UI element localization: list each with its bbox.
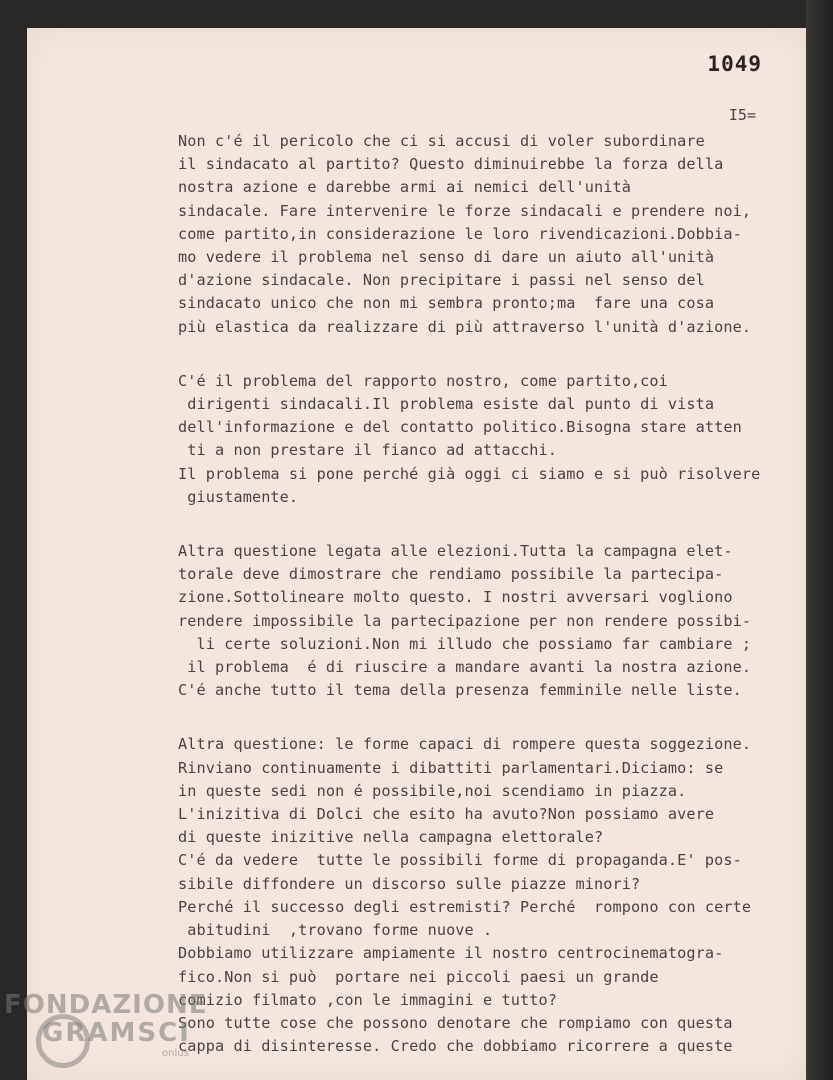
paragraph-2 bbox=[178, 370, 798, 509]
text-line: cappa di disinteresse. Credo che dobbiamo ricorrere a queste bbox=[178, 1037, 733, 1056]
text-line: torale deve dimostrare che rendiamo possibile la partecipa- bbox=[178, 565, 724, 584]
text-line: Non c'é il pericolo che ci si accusi di voler subordinare bbox=[178, 132, 705, 150]
text-line: nostra azione e darebbe armi ai nemici dell'unità bbox=[178, 178, 631, 197]
text-line: Altra questione: le forme capaci di rompere questa soggezione. bbox=[178, 735, 752, 754]
text-line: C'é da vedere tutte le possibili forme di propaganda.E' pos- bbox=[178, 851, 742, 870]
text-line: il problema é di riuscire a mandare avanti la nostra azione. bbox=[178, 658, 752, 677]
page-number: 1049 bbox=[707, 52, 762, 76]
text-line: rendere impossibile la partecipazione per non rendere possibi- bbox=[178, 611, 752, 630]
text-line: Perché il successo degli estremisti? Perché rompono con certe bbox=[178, 897, 752, 916]
text-line: di queste inizitive nella campagna elettorale? bbox=[178, 828, 604, 847]
text-line: il sindacato al partito? Questo diminuirebbe la forza della bbox=[178, 155, 724, 174]
text-line: zione.Sottolineare molto questo. I nostri avversari vogliono bbox=[178, 588, 733, 607]
watermark-line1: FONDAZIONE bbox=[4, 990, 208, 1020]
text-line: d'azione sindacale. Non precipitare i passi nel senso del bbox=[178, 271, 705, 290]
text-line: Il problema si pone perché già oggi ci siamo e si può risolvere bbox=[178, 464, 761, 483]
watermark-line2: GRAMSCI bbox=[42, 1018, 191, 1048]
watermark-logo bbox=[4, 990, 208, 1080]
text-line: C'é anche tutto il tema della presenza femminile nelle liste. bbox=[178, 681, 742, 700]
text-line: Altra questione legata alle elezioni.Tutta la campagna elet- bbox=[178, 542, 733, 561]
paragraph-3 bbox=[178, 540, 798, 702]
text-line: come partito,in considerazione le loro rivendicazioni.Dobbia- bbox=[178, 224, 742, 243]
sheet-number: I5= bbox=[728, 106, 756, 124]
text-line: sibile diffondere un discorso sulle piazze minori? bbox=[178, 874, 641, 893]
text-line: sindacale. Fare intervenire le forze sindacali e prendere noi, bbox=[178, 201, 752, 220]
text-line: L'inizitiva di Dolci che esito ha avuto?Non possiamo avere bbox=[178, 805, 715, 824]
text-line: mo vedere il problema nel senso di dare un aiuto all'unità bbox=[178, 248, 715, 267]
text-line: comizio filmato ,con le immagini e tutto? bbox=[178, 990, 557, 1009]
watermark-line3: onlus bbox=[162, 1048, 189, 1059]
paragraph-4 bbox=[178, 733, 798, 1058]
paragraph-1 bbox=[178, 130, 798, 339]
text-line: più elastica da realizzare di più attraverso l'unità d'azione. bbox=[178, 317, 752, 336]
text-line: ti a non prestare il fianco ad attacchi. bbox=[178, 441, 557, 460]
scan-background-edge bbox=[806, 0, 833, 1080]
typewritten-body bbox=[178, 130, 798, 1080]
text-line: Rinviano continuamente i dibattiti parlamentari.Diciamo: se bbox=[178, 758, 724, 777]
text-line: abitudini ,trovano forme nuove . bbox=[178, 921, 493, 940]
document-page bbox=[27, 28, 806, 1080]
text-line: li certe soluzioni.Non mi illudo che possiamo far cambiare ; bbox=[178, 634, 752, 653]
text-line: giustamente. bbox=[178, 487, 299, 506]
text-line: dell'informazione e del contatto politico.Bisogna stare atten bbox=[178, 418, 742, 437]
text-line: fico.Non si può portare nei piccoli paesi un grande bbox=[178, 967, 659, 986]
text-line: Dobbiamo utilizzare ampiamente il nostro centrocinematogra- bbox=[178, 944, 724, 963]
text-line: dirigenti sindacali.Il problema esiste dal punto di vista bbox=[178, 395, 715, 414]
text-line: sindacato unico che non mi sembra pronto;ma fare una cosa bbox=[178, 294, 715, 313]
text-line: in queste sedi non é possibile,noi scendiamo in piazza. bbox=[178, 781, 687, 800]
text-line: Sono tutte cose che possono denotare che rompiamo con questa bbox=[178, 1013, 733, 1032]
text-line: C'é il problema del rapporto nostro, come partito,coi bbox=[178, 371, 668, 390]
